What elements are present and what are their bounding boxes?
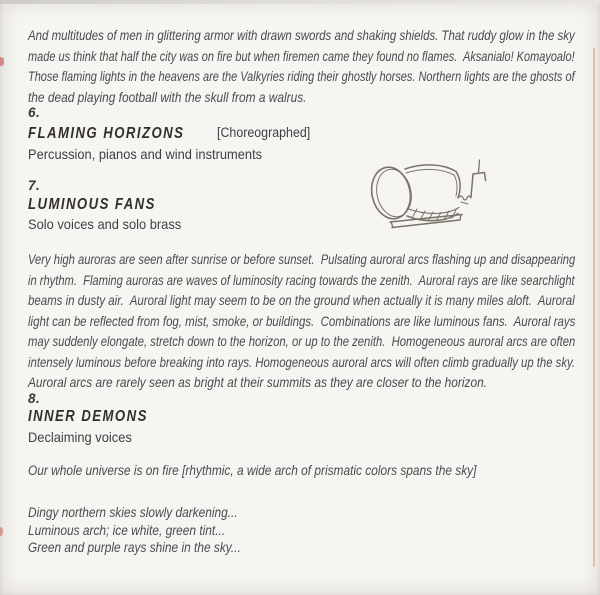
track-7-title: LUMINOUS FANS [28, 196, 156, 213]
scan-edge-right-line [593, 48, 595, 567]
lyric-line [28, 522, 575, 540]
lyric-line-text: Luminous arch; ice white, green tint... [28, 521, 226, 538]
lyrics-block [28, 504, 575, 557]
scan-mark-upper [0, 57, 4, 66]
track-6-number [28, 105, 40, 120]
intro-line-text: made us think that half the city was on fire but when firemen came they found no flames. Aksanialo! Komayoalo! [28, 47, 575, 64]
description-line [28, 352, 575, 373]
description-line [28, 270, 575, 291]
description-line [28, 331, 575, 352]
track-7-number [28, 178, 40, 193]
description-paragraph [28, 249, 575, 393]
track-8-title-row [28, 408, 548, 426]
intro-line [28, 87, 575, 108]
lyric-line-text: Dingy northern skies slowly darkening... [28, 504, 238, 520]
intro-line [28, 66, 575, 87]
lyric-intro-line [28, 462, 575, 480]
description-line-text: intensely luminous before breaking into rays. Homogeneous auroral arcs will often climb gradually up the sky. [28, 353, 575, 370]
track-8-number [28, 391, 40, 406]
description-line [28, 249, 575, 270]
intro-line-text: the dead playing football with the skull from a walrus. [28, 88, 307, 105]
lyric-line [28, 539, 575, 557]
intro-line [28, 46, 575, 67]
drum-sketch-illustration [366, 152, 488, 234]
instrumentation-text: Declaiming voices [28, 429, 132, 445]
track-number-text: 7. [28, 178, 41, 193]
description-line-text: Very high auroras are seen after sunrise or before sunset. Pulsating auroral arcs flashing up and disappearing [28, 251, 576, 267]
lyric-intro-text: Our whole universe is on fire [rhythmic, a wide arch of prismatic colors spans the sky] [28, 462, 477, 478]
lyric-line-text: Green and purple rays shine in the sky... [28, 539, 241, 555]
description-line-text: Auroral arcs are rarely seen as bright at their summits as they are closer to the horizon. [28, 374, 488, 390]
instrumentation-text: Percussion, pianos and wind instruments [28, 146, 263, 162]
description-line-text: light can be reflected from fog, mist, smoke, or buildings. Combinations are like luminous fans. Auroral rays [28, 312, 576, 329]
track-7-instrumentation [28, 216, 195, 232]
description-line [28, 372, 575, 393]
track-number-text: 6. [28, 105, 41, 120]
intro-line-text: Those flaming lights in the heavens are the Valkyries riding their ghostly horses. Northern lights are the ghosts of [28, 68, 575, 84]
intro-paragraph [28, 25, 575, 107]
description-line [28, 290, 575, 311]
track-6-instrumentation [28, 146, 282, 162]
description-line [28, 311, 575, 332]
scan-mark-lower [0, 527, 3, 536]
track-6-title-row [28, 125, 548, 143]
track-8-title: INNER DEMONS [28, 408, 148, 425]
description-line-text: beams in dusty air. Auroral light may seem to be on the ground when actually it is many miles aloft. Auroral [28, 292, 575, 308]
lyric-line [28, 504, 575, 522]
track-6-title: FLAMING HORIZONS [28, 125, 185, 142]
track-6-annotation: [Choreographed] [216, 125, 311, 140]
instrumentation-text: Solo voices and solo brass [28, 216, 182, 232]
description-line-text: in rhythm. Flaming auroras are waves of luminosity racing towards the zenith. Auroral rays are like searchlight [28, 271, 575, 288]
intro-line [28, 25, 575, 46]
scan-edge-top [0, 0, 600, 4]
track-8-instrumentation [28, 429, 141, 445]
track-number-text: 8. [28, 391, 41, 406]
intro-line-text: And multitudes of men in glittering armor with drawn swords and shaking shields. That ruddy glow in the sky [28, 27, 575, 43]
description-line-text: may suddenly elongate, stretch down to the horizon, or up to the zenith. Homogeneous auroral arcs are often [28, 333, 576, 349]
